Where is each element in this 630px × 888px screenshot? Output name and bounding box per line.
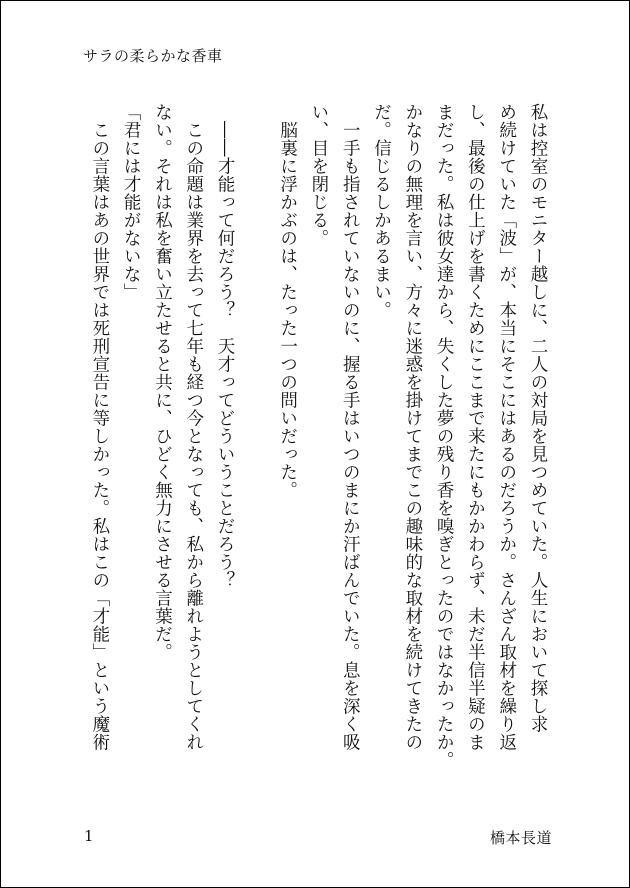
text-line: 「君には才能がないな」: [121, 103, 142, 301]
author-name: 橋本長道: [489, 829, 552, 847]
page-number: 1: [84, 827, 94, 845]
blank-line: [240, 103, 271, 783]
text-line: この命題は業界を去って七年も経つ今となっても、私から離れようとしてくれ: [183, 103, 204, 751]
text-line: 一手も指されていないのに、握る手はいつのまにか汗ばんでいた。息を深く吸: [340, 103, 361, 751]
text-line: め続けていた「波」が、本当にそこにはあるのだろうか。さんざん取材を繰り返: [496, 103, 517, 751]
text-line: 私は控室のモニター越しに、二人の対局を見つめていた。人生において探し求: [528, 103, 548, 733]
body-text: [84, 103, 553, 783]
text-line: し、最後の仕上げを書くためにここまで来たにもかかわらず、未だ半信半疑のま: [465, 103, 486, 751]
text-line: い、目を閉じる。: [308, 103, 329, 247]
text-line: まだった。私は彼女達から、失くした夢の残り香を嗅ぎとったのではなかったか。: [434, 103, 455, 769]
text-line: この言葉はあの世界では死刑宣告に等しかった。私はこの「才能」という魔術: [89, 103, 110, 751]
text-line: 脳裏に浮かぶのは、たった一つの問いだった。: [277, 103, 298, 499]
text-line: かなりの無理を言い、方々に迷惑を掛けてまでこの趣味的な取材を続けてきたの: [402, 103, 423, 751]
text-line: ない。それは私を奮い立たせると共に、ひどく無力にさせる言葉だ。: [152, 103, 173, 661]
document-title: サラの柔らかな香車: [83, 47, 223, 65]
text-line: だ。信じるしかあるまい。: [371, 103, 392, 319]
text-line: ――才能って何だろう？ 天才ってどういうことだろう？: [215, 103, 236, 589]
